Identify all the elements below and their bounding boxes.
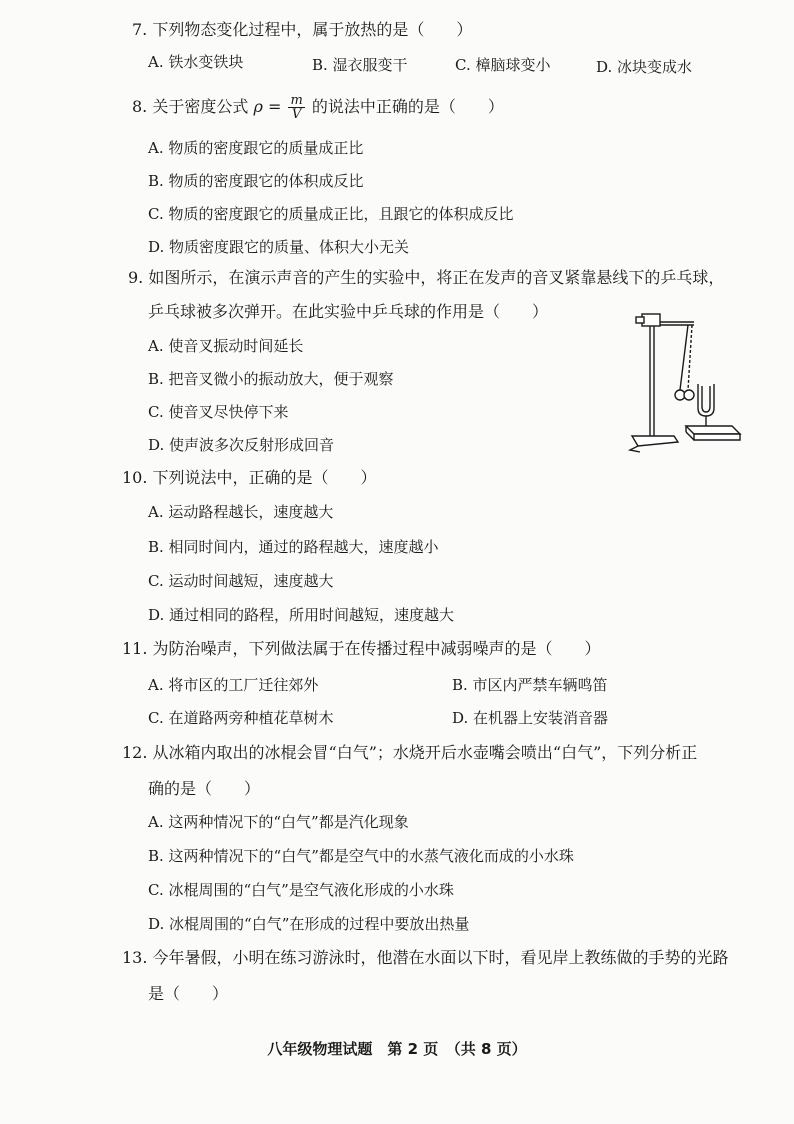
question-12-option-d: D. 冰棍周围的“白气”在形成的过程中要放出热量 <box>148 915 470 933</box>
suspension-thread <box>680 325 688 390</box>
question-9-option-c: C. 使音叉尽快停下来 <box>148 403 289 421</box>
question-10-option-b: B. 相同时间内，通过的路程越大，速度越小 <box>148 538 439 556</box>
question-11-option-b: B. 市区内严禁车辆鸣笛 <box>452 676 608 694</box>
question-11-option-d: D. 在机器上安装消音器 <box>452 709 609 727</box>
tuning-fork-diagram <box>628 300 746 458</box>
fraction-denominator: V <box>291 107 302 122</box>
question-9-option-a: A. 使音叉振动时间延长 <box>148 337 304 355</box>
question-8-option-d: D. 物质密度跟它的质量、体积大小无关 <box>148 238 410 256</box>
question-9-stem-line2: 乒乓球被多次弹开。在此实验中乒乓球的作用是（ ） <box>148 302 549 321</box>
question-12-option-a: A. 这两种情况下的“白气”都是汽化现象 <box>148 813 409 831</box>
question-12-option-c: C. 冰棍周围的“白气”是空气液化形成的小水珠 <box>148 881 454 899</box>
question-13-stem-line2: 是（ ） <box>148 984 229 1003</box>
question-12-option-b: B. 这两种情况下的“白气”都是空气中的水蒸气液化而成的小水珠 <box>148 847 574 865</box>
question-10-option-d: D. 通过相同的路程，所用时间越短，速度越大 <box>148 606 455 624</box>
question-8-stem-prefix: 8. 关于密度公式 <box>132 97 249 116</box>
question-8-stem <box>132 94 504 121</box>
equals-sign: = <box>267 97 287 116</box>
density-symbol: ρ <box>253 97 263 116</box>
question-9-option-d: D. 使声波多次反射形成回音 <box>148 436 335 454</box>
question-11-option-a: A. 将市区的工厂迁往郊外 <box>148 676 319 694</box>
fraction-numerator: m <box>290 93 303 108</box>
question-7-option-b: B. 湿衣服变干 <box>312 56 408 74</box>
question-8-option-c: C. 物质的密度跟它的质量成正比，且跟它的体积成反比 <box>148 205 514 223</box>
question-12-stem-line2: 确的是（ ） <box>148 779 261 798</box>
density-fraction <box>288 94 304 121</box>
question-12-stem-line1: 12. 从冰箱内取出的冰棍会冒“白气”；水烧开后水壶嘴会喷出“白气”，下列分析正 <box>122 743 698 762</box>
question-9-option-b: B. 把音叉微小的振动放大，便于观察 <box>148 370 394 388</box>
question-10-option-c: C. 运动时间越短，速度越大 <box>148 572 334 590</box>
question-13-stem-line1: 13. 今年暑假，小明在练习游泳时，他潜在水面以下时，看见岸上教练做的手势的光路 <box>122 948 729 967</box>
question-8-option-a: A. 物质的密度跟它的质量成正比 <box>148 139 364 157</box>
stand-base <box>632 436 678 446</box>
question-10-option-a: A. 运动路程越长，速度越大 <box>148 503 334 521</box>
question-7-stem: 7. 下列物态变化过程中，属于放热的是（ ） <box>132 20 473 39</box>
question-11-stem: 11. 为防治噪声，下列做法属于在传播过程中减弱噪声的是（ ） <box>122 639 601 658</box>
question-7-option-d: D. 冰块变成水 <box>596 58 693 76</box>
question-8-stem-suffix: 的说法中正确的是（ ） <box>311 97 504 116</box>
question-9-stem-line1: 9. 如图所示，在演示声音的产生的实验中，将正在发声的音叉紧靠悬线下的乒乓球， <box>128 268 725 287</box>
question-10-stem: 10. 下列说法中，正确的是（ ） <box>122 468 377 487</box>
stand-clamp <box>642 314 660 326</box>
fork-base <box>686 426 740 434</box>
question-7-option-c: C. 樟脑球变小 <box>455 56 551 74</box>
question-11-option-c: C. 在道路两旁种植花草树木 <box>148 709 334 727</box>
question-7-option-a: A. 铁水变铁块 <box>148 53 244 71</box>
page-footer: 八年级物理试题 第 2 页 （共 8 页） <box>267 1040 527 1058</box>
tuning-fork <box>698 384 714 416</box>
question-8-option-b: B. 物质的密度跟它的体积成反比 <box>148 172 364 190</box>
